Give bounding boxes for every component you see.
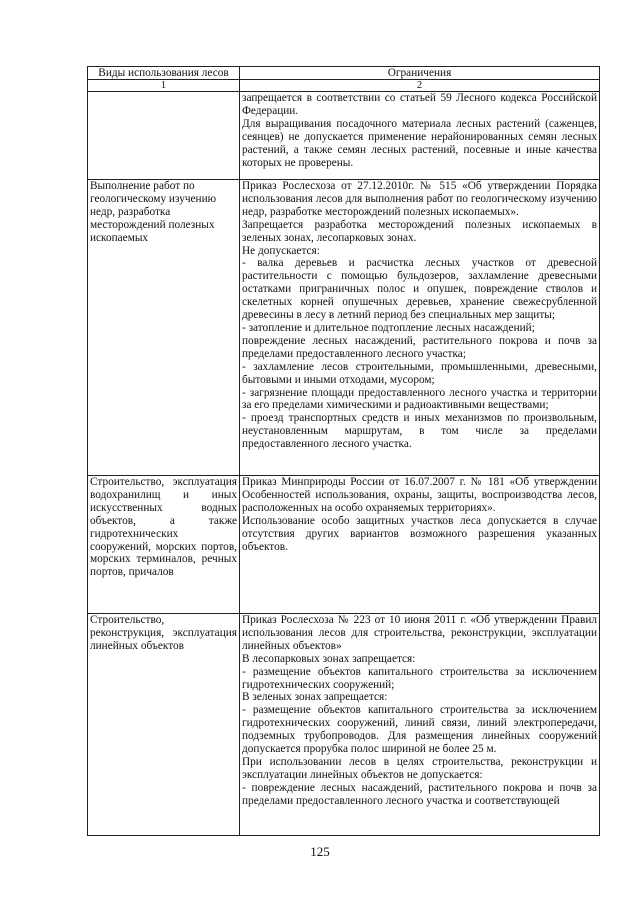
restriction-paragraph: Приказ Минприроды России от 16.07.2007 г. № 181 «Об утверждении Особенностей использования, охраны, защиты, воспроизводства лесов, расположенных на особо охраняемых территориях». xyxy=(242,476,597,514)
use-type-cell: Строительство, эксплуатация водохранилищ и иных искусственных водных объектов, а также гидротехнических сооружений, морских портов, морских терминалов, речных портов, причалов xyxy=(88,476,240,614)
restrictions-cell xyxy=(240,180,600,476)
restrictions-cell xyxy=(240,614,600,836)
restriction-paragraph: Не допускается: xyxy=(242,244,320,257)
restriction-paragraph: повреждение лесных насаждений, растительного покрова и почв за пределами предоставленного лесного участка; xyxy=(242,334,597,360)
table-row xyxy=(88,180,600,476)
restriction-paragraph: Использование особо защитных участков леса допускается в случае отсутствия других вариантов возможного разрешения указанных объектов. xyxy=(242,514,597,553)
table-header-row xyxy=(88,67,600,80)
restriction-paragraph: Приказ Рослесхоза № 223 от 10 июня 2011 г. «Об утверждении Правил использования лесов для строительства, реконструкции, эксплуатации линейных объектов» xyxy=(242,614,597,652)
use-type-cell: Выполнение работ по геологическому изучению недр, разработка месторождений полезных ископаемых xyxy=(88,180,240,476)
restriction-paragraph: - размещение объектов капитального строительства за исключением гидротехнических сооружений, линий связи, линий электропередачи, подземных трубопроводов. Для размещения линейных сооружений допускается прорубка полос шириной не более 25 м. xyxy=(242,704,597,756)
table-number-row xyxy=(88,80,600,92)
restriction-paragraph: - загрязнение площади предоставленного лесного участка и территории за его пределами химическими и радиоактивными веществами; xyxy=(242,386,597,412)
header-use-types: Виды использования лесов xyxy=(88,67,240,80)
use-type-cell: Строительство, реконструкция, эксплуатация линейных объектов xyxy=(88,614,240,836)
table-row xyxy=(88,614,600,836)
header-restrictions: Ограничения xyxy=(240,67,600,80)
restrictions-cell xyxy=(240,476,600,614)
restriction-paragraph: - затопление и длительное подтопление лесных насаждений; xyxy=(242,321,535,334)
table-row xyxy=(88,476,600,614)
restriction-paragraph: В зеленых зонах запрещается: xyxy=(242,691,388,704)
restriction-paragraph: - повреждение лесных насаждений, растительного покрова и почв за пределами предоставленного лесного участка и соответствующей xyxy=(242,781,597,807)
use-type-cell xyxy=(88,92,240,180)
restrictions-table xyxy=(87,66,600,836)
restriction-paragraph: В лесопарковых зонах запрещается: xyxy=(242,652,416,665)
restriction-paragraph: При использовании лесов в целях строительства, реконструкции и эксплуатации линейных объектов не допускается: xyxy=(242,755,597,781)
table-row xyxy=(88,92,600,180)
restriction-paragraph: - проезд транспортных средств и иных механизмов по произвольным, неустановленным маршрутам, в том числе за пределами предоставленного лесного участка. xyxy=(242,412,597,451)
restriction-paragraph: - размещение объектов капитального строительства за исключением гидротехнических сооружений; xyxy=(242,665,597,691)
restriction-paragraph: Запрещается разработка месторождений полезных ископаемых в зеленых зонах, лесопарковых зонах. xyxy=(242,218,597,244)
restrictions-cell xyxy=(240,92,600,180)
page-number: 125 xyxy=(310,844,330,859)
restriction-paragraph: запрещается в соответствии со статьей 59 Лесного кодекса Российской Федерации. xyxy=(242,92,597,117)
column-number-2: 2 xyxy=(240,80,600,92)
restriction-paragraph: - валка деревьев и расчистка лесных участков от древесной растительности с помощью бульдозеров, захламление древесными остатками приграничных полос и опушек, повреждение стволов и скелетных корней опушечных деревьев, хранение свежесрубленной древесины в лесу в летний период без специальных мер защиты; xyxy=(242,257,597,322)
restriction-paragraph: Для выращивания посадочного материала лесных растений (саженцев, сеянцев) не допускается применение нерайонированных семян лесных растений, а также семян лесных растений, посевные и иные качества которых не проверены. xyxy=(242,117,597,169)
restriction-paragraph: Приказ Рослесхоза от 27.12.2010г. № 515 «Об утверждении Порядка использования лесов для выполнения работ по геологическому изучению недр, разработке месторождений полезных ископаемых». xyxy=(242,180,597,218)
restriction-paragraph: - захламление лесов строительными, промышленными, древесными, бытовыми и иными отходами, мусором; xyxy=(242,360,597,386)
column-number-1: 1 xyxy=(88,80,240,92)
